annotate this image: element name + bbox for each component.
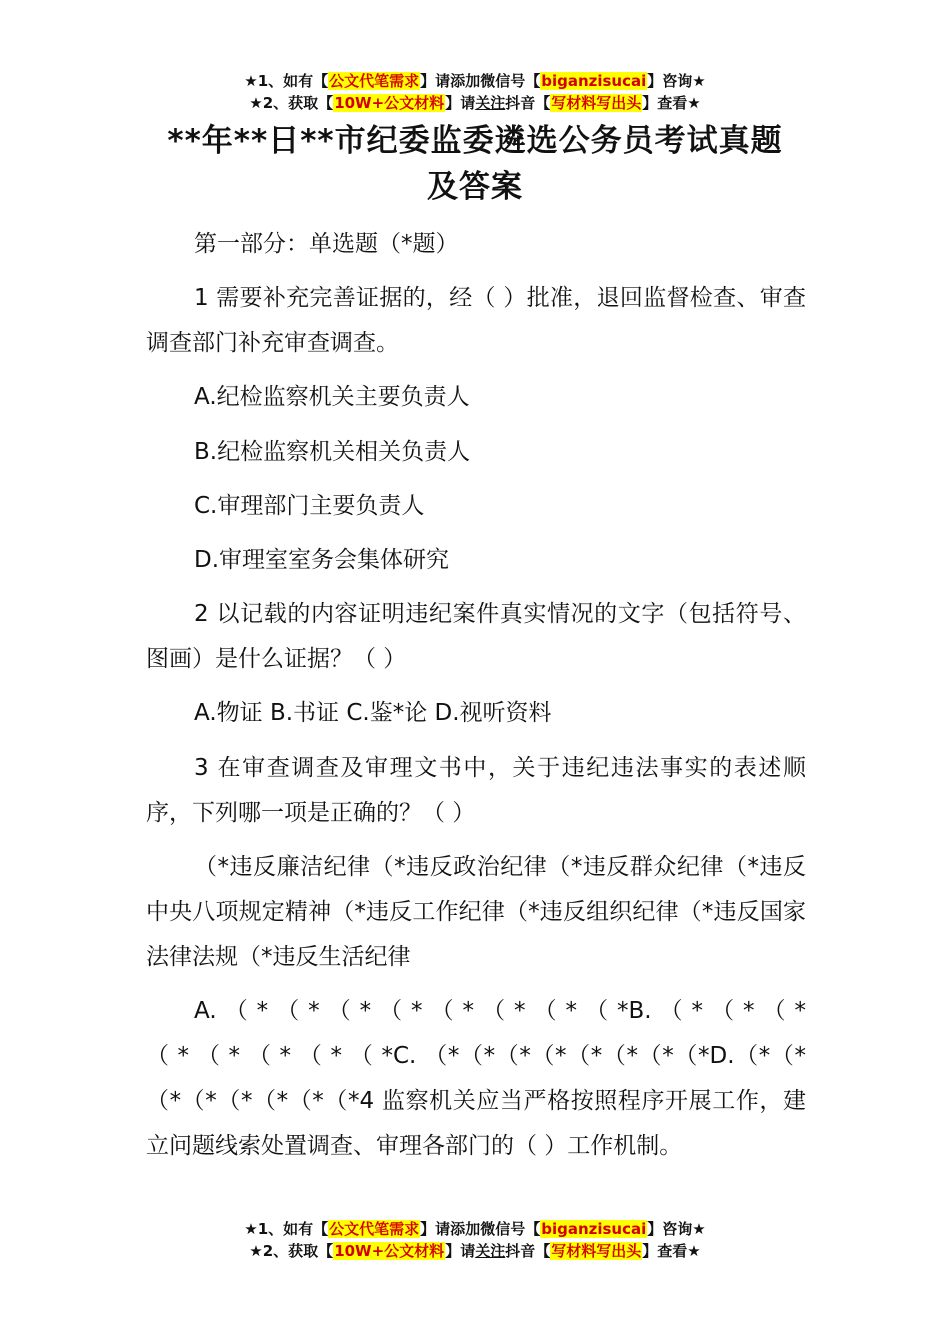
question-3-options: A. （ * （ * （ * （ * （ * （ * （ * （ *B. （ * （ * （ * （ * （ * （ * （ * （ *C. （*（*（*（*（*（*（*（*D.（*（*（*（*（*（*（*（*4 监察机关应当严格按照程序开展工作，建立问题线索处置调查、审理各部门的（ ）工作机制。 bbox=[146, 998, 806, 1159]
banner-underline: 关注 bbox=[475, 94, 506, 112]
top-banner bbox=[0, 70, 950, 114]
banner-text: 】查看★ bbox=[642, 1242, 701, 1260]
question-1-option-d: D.审理室室务会集体研究 bbox=[194, 547, 450, 573]
document-title bbox=[120, 118, 830, 210]
banner-line-1 bbox=[0, 70, 950, 92]
banner-text: ★1、如有【 bbox=[244, 1220, 329, 1238]
banner-underline: 关注 bbox=[475, 1242, 506, 1260]
banner-highlight: 写材料写出头 bbox=[551, 94, 642, 112]
section-heading: 第一部分：单选题（*题） bbox=[194, 231, 459, 257]
question-1: 1 需要补充完善证据的，经（ ）批准，退回监督检查、审查调查部门补充审查调查。 bbox=[146, 285, 806, 356]
banner-text: 】请 bbox=[445, 94, 476, 112]
question-1-option-c: C.审理部门主要负责人 bbox=[194, 493, 425, 519]
title-line-2: 及答案 bbox=[427, 169, 523, 205]
title-line-1: **年**日**市纪委监委遴选公务员考试真题 bbox=[167, 123, 783, 159]
banner-highlight: biganzisucai bbox=[541, 72, 647, 90]
question-3: 3 在审查调查及审理文书中，关于违纪违法事实的表述顺序，下列哪一项是正确的？（ ） bbox=[146, 755, 806, 826]
banner-text: 】请添 bbox=[420, 72, 466, 90]
banner-text: 】咨询★ bbox=[647, 1220, 706, 1238]
banner-text: ★1、如有【 bbox=[244, 72, 329, 90]
question-2-options: A.物证 B.书证 C.鉴*论 D.视听资料 bbox=[194, 700, 552, 726]
banner-text: 加 bbox=[465, 1220, 481, 1238]
banner-text: 微信号【 bbox=[480, 1220, 541, 1238]
banner-text: 】请添 bbox=[420, 1220, 466, 1238]
banner-text: 】查看★ bbox=[642, 94, 701, 112]
banner-highlight: 10W+公文材料 bbox=[334, 94, 445, 112]
banner-text: ★2、获取【 bbox=[249, 1242, 334, 1260]
banner-highlight: 写材料写出头 bbox=[551, 1242, 642, 1260]
question-1-option-a: A.纪检监察机关主要负责人 bbox=[194, 384, 470, 410]
question-1-option-b: B.纪检监察机关相关负责人 bbox=[194, 439, 471, 465]
banner-text: 微信号【 bbox=[480, 72, 541, 90]
banner-text: ★2、获取【 bbox=[249, 94, 334, 112]
banner-line-2 bbox=[0, 92, 950, 114]
banner-highlight: 公文代笔需求 bbox=[329, 72, 420, 90]
banner-text: 抖音【 bbox=[505, 1242, 551, 1260]
banner-text: 抖音【 bbox=[505, 94, 551, 112]
banner-highlight: 公文代笔需求 bbox=[329, 1220, 420, 1238]
bottom-banner bbox=[0, 1218, 950, 1262]
banner-line-1 bbox=[0, 1218, 950, 1240]
banner-highlight: biganzisucai bbox=[541, 1220, 647, 1238]
question-3-items: （*违反廉洁纪律（*违反政治纪律（*违反群众纪律（*违反中央八项规定精神（*违反工作纪律（*违反组织纪律（*违反国家法律法规（*违反生活纪律 bbox=[146, 854, 806, 970]
banner-line-2 bbox=[0, 1240, 950, 1262]
banner-highlight: 10W+公文材料 bbox=[334, 1242, 445, 1260]
banner-text: 】咨询★ bbox=[647, 72, 706, 90]
question-2: 2 以记载的内容证明违纪案件真实情况的文字（包括符号、图画）是什么证据？（ ） bbox=[146, 601, 806, 672]
banner-text: 加 bbox=[465, 72, 481, 90]
banner-text: 】请 bbox=[445, 1242, 476, 1260]
